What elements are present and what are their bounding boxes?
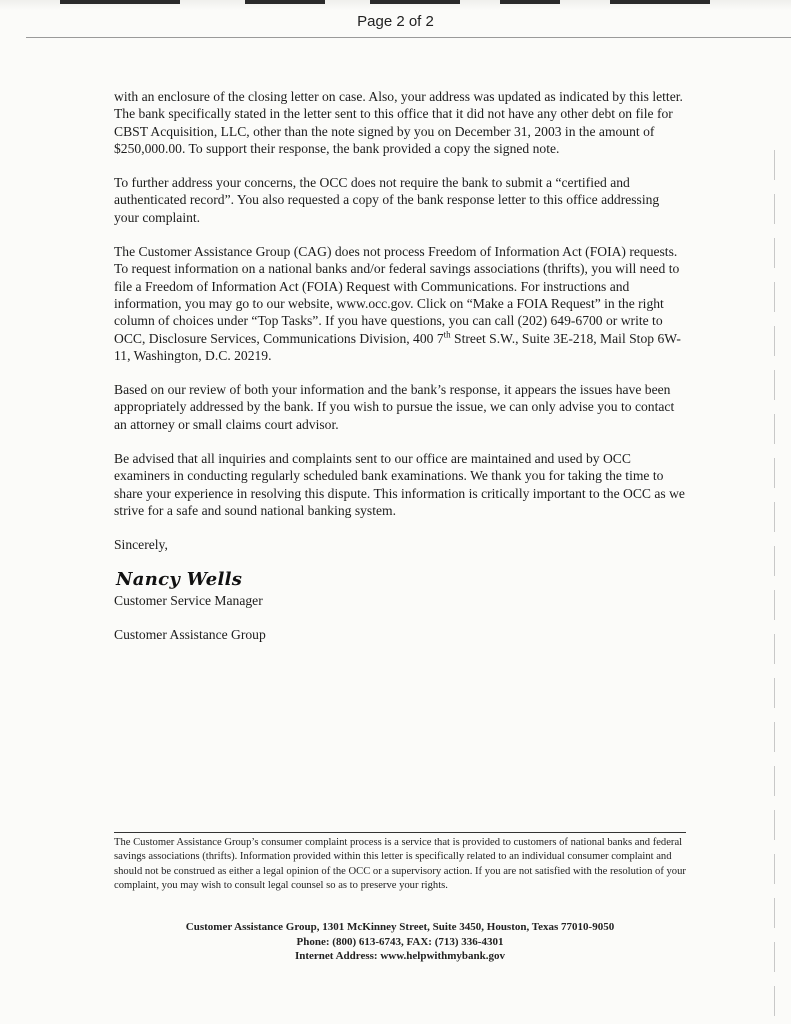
footer-divider	[114, 832, 686, 833]
scan-artifact	[245, 0, 325, 4]
letter-body	[114, 88, 686, 660]
footer-address: Customer Assistance Group, 1301 McKinney Street, Suite 3450, Houston, Texas 77010-9050	[185, 921, 615, 933]
signature: Nancy Wells	[116, 568, 243, 590]
signer-title: Customer Service Manager	[114, 592, 263, 608]
footer-website: Internet Address: www.helpwithmybank.gov	[294, 950, 506, 962]
footer-contact	[114, 920, 686, 964]
scan-artifact	[370, 0, 460, 4]
foia-address-text: Street S.W., Suite 3E-218, Mail Stop 6W-11, Washington, D.C. 20219.	[114, 330, 681, 363]
closing-block	[114, 536, 686, 643]
scan-artifact	[500, 0, 560, 4]
scan-artifact	[60, 0, 180, 4]
ordinal-suffix: th	[443, 329, 451, 340]
header-divider	[26, 37, 791, 38]
paragraph-advisory: Be advised that all inquiries and complaints sent to our office are maintained and used by OCC examiners in conducting regularly scheduled bank examinations. We thank you for taking the time to share your experience in resolving this dispute. This information is critically important to the OCC as we strive for a safe and sound national banking system.	[114, 451, 685, 518]
scan-margin-artifact	[774, 150, 775, 1020]
footer-phone: Phone: (800) 613-6743, FAX: (713) 336-4301	[296, 935, 504, 948]
paragraph-foia	[114, 243, 686, 364]
scan-artifact	[610, 0, 710, 4]
paragraph-review: Based on our review of both your information and the bank’s response, it appears the issues have been appropriately addressed by the bank. If you wish to pursue the issue, we can only advise you to contact an attorney or small claims court advisor.	[114, 382, 675, 432]
salutation: Sincerely,	[114, 537, 168, 553]
footer-notice: The Customer Assistance Group’s consumer complaint process is a service that is provided to customers of national banks and federal savings associations (thrifts). Information provided within this letter is specifically related to an individual consumer complaint and should not be construed as either a legal opinion of the OCC or a supervisory action. If you are not satisfied with the resolution of your complaint, you may wish to consult legal counsel so as to preserve your rights.	[114, 837, 686, 892]
page-number: Page 2 of 2	[357, 13, 434, 30]
foia-text: The Customer Assistance Group (CAG) does not process Freedom of Information Act (FOIA) requests. To request information on a national banks and/or federal savings associations (thrifts), you will need to file a Freedom of Information Act (FOIA) Request with Communications. For instructions and information, you may go to our website, www.occ.gov. Click on “Make a FOIA Request” in the right column of choices under “Top Tasks”. If you have questions, you can call (202) 649-6700 or write to OCC, Disclosure Services, Communications Division, 400 7	[114, 244, 680, 346]
paragraph-concerns: To further address your concerns, the OCC does not require the bank to submit a “certified and authenticated record”. You also requested a copy of the bank response letter to this office addressing your complaint.	[114, 175, 660, 225]
paragraph-closing-letter: with an enclosure of the closing letter on case. Also, your address was updated as indicated by this letter. The bank specifically stated in the letter sent to this office that it did not have any other debt on file for CBST Acquisition, LLC, other than the note signed by you on December 31, 2003 in the amount of $250,000.00. To support their response, the bank provided a copy the signed note.	[114, 89, 683, 156]
signer-department: Customer Assistance Group	[114, 627, 266, 643]
